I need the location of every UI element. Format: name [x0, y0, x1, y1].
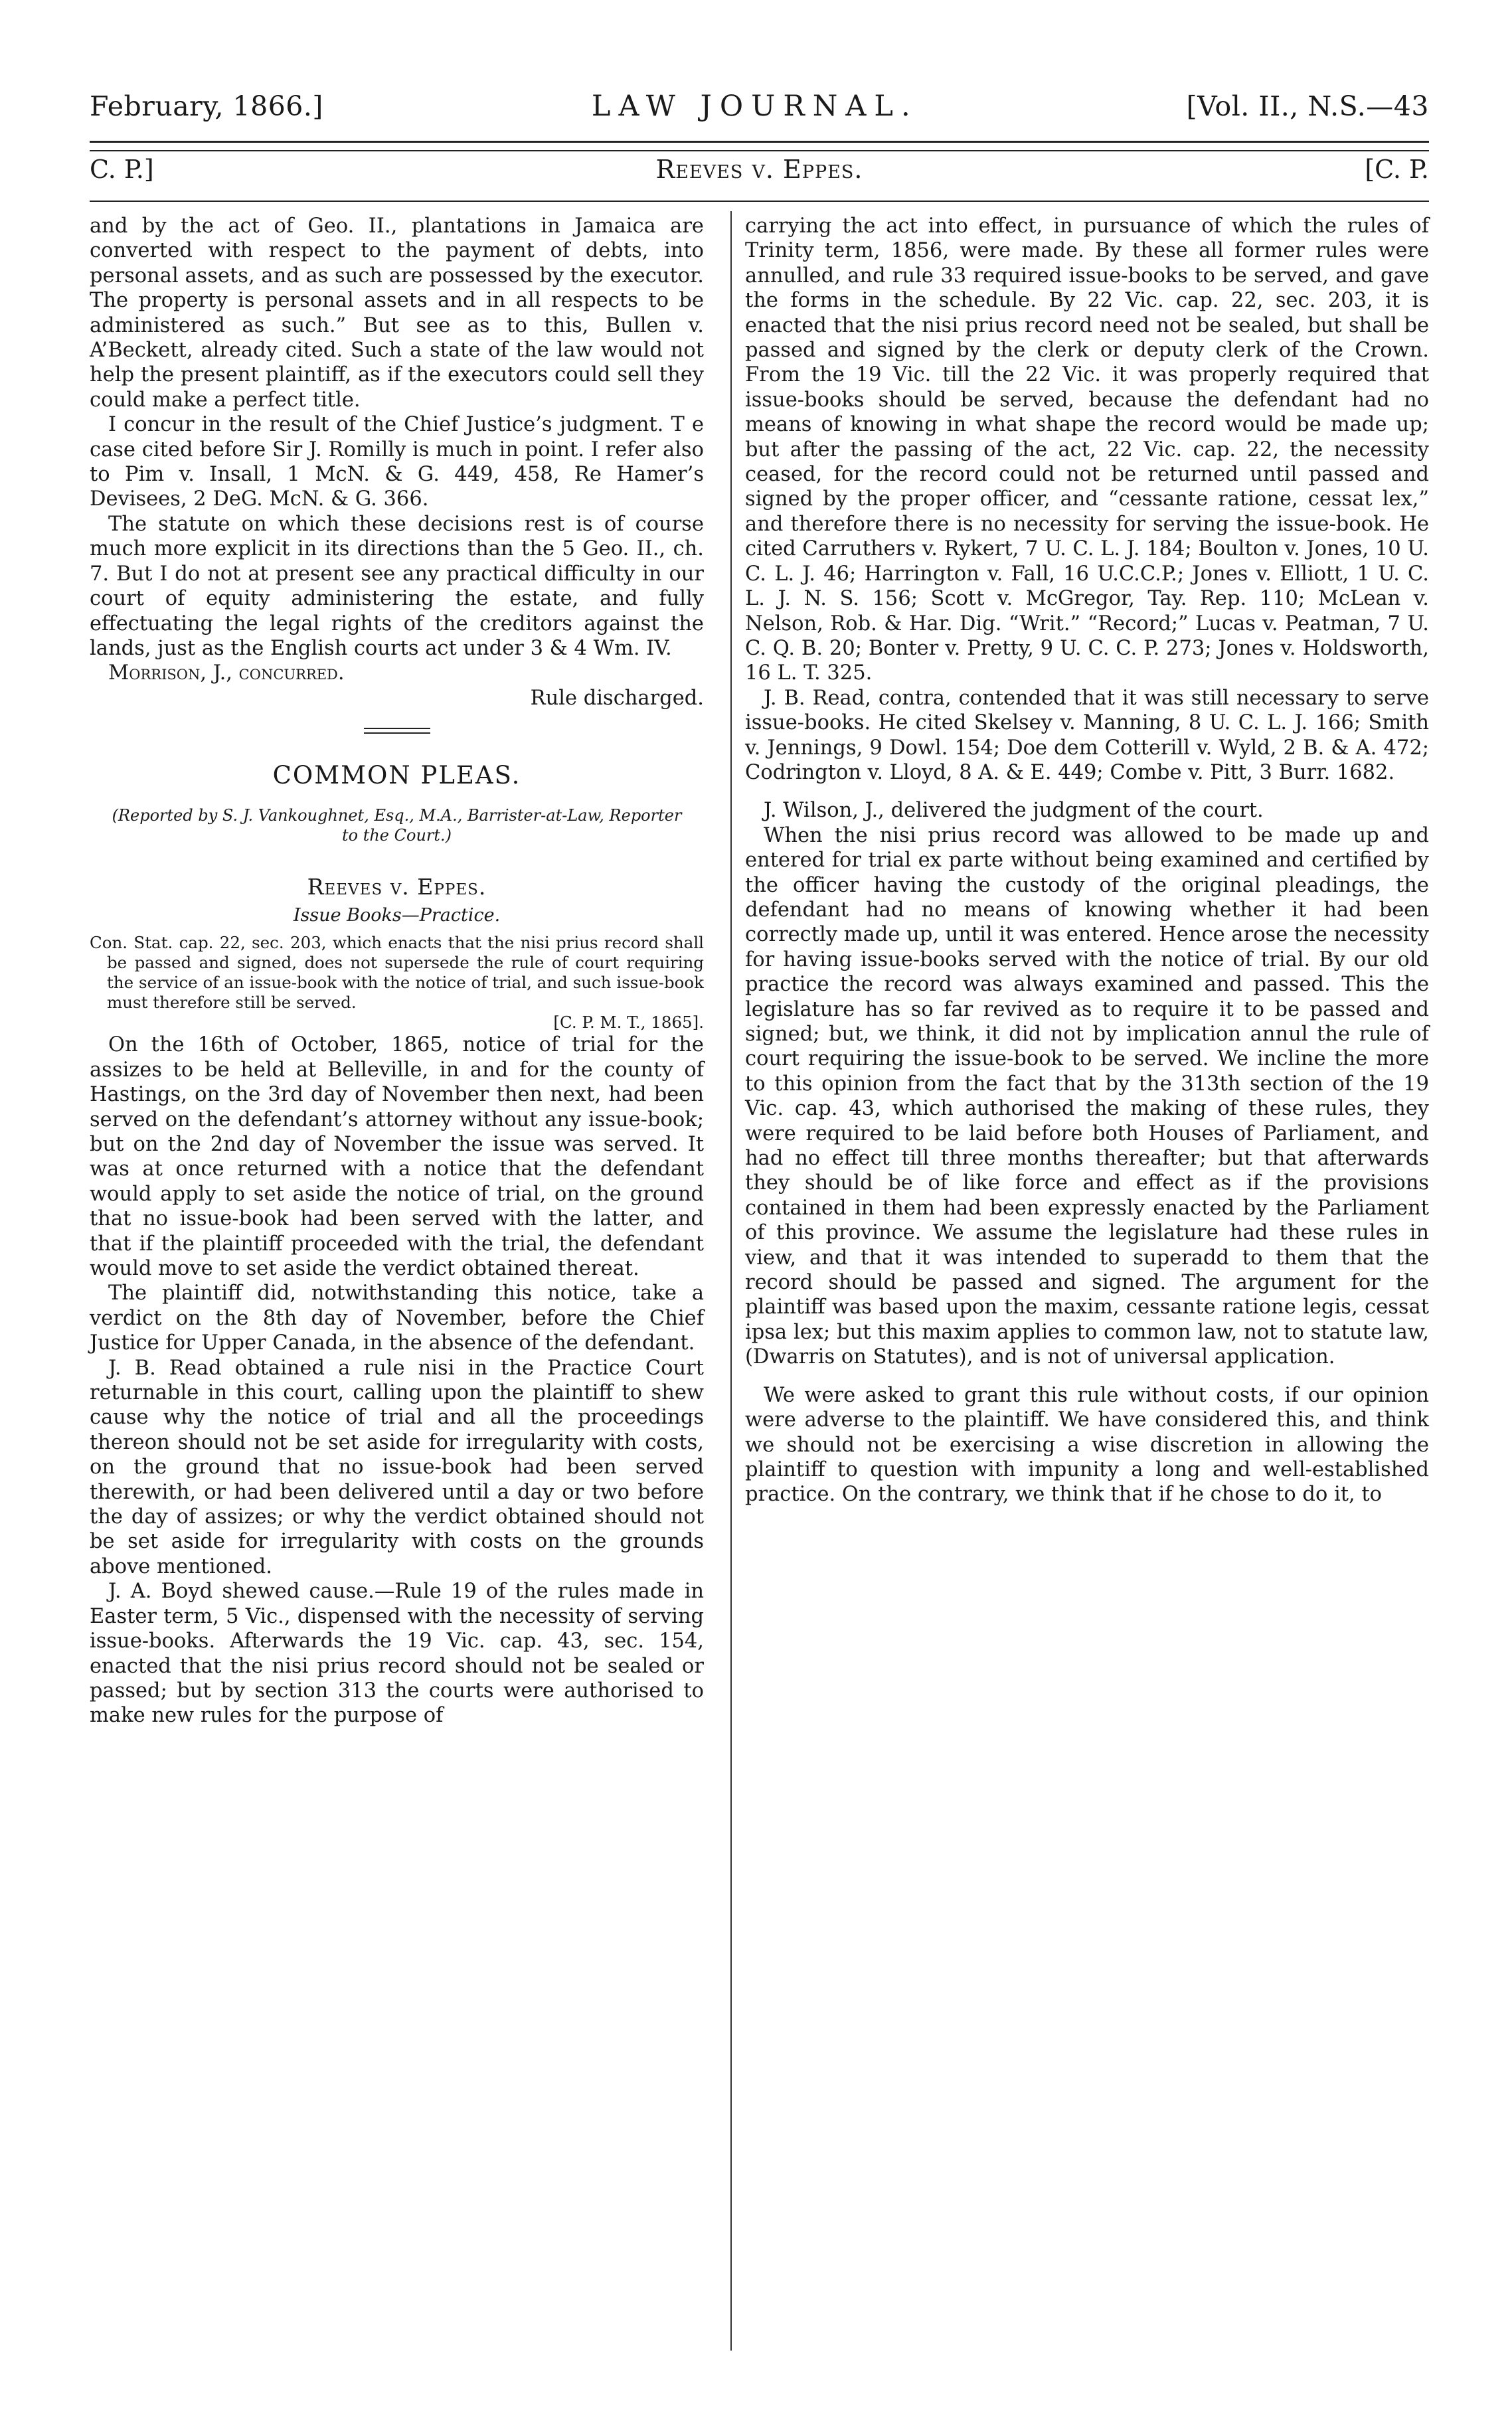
- column-divider: [730, 211, 732, 2351]
- running-header: [90, 90, 1429, 136]
- paragraph: carrying the act into effect, in pursuance of which the rules of Trinity term, 1856, were made. By these all former rules were annulled, and rule 33 required issue-books to be served, and gave the forms in the schedule. By 22 Vic. cap. 22, sec. 203, it is enacted that the nisi prius record need not be sealed, but shall be passed and signed by the clerk or deputy clerk of the Crown. From the 19 Vic. till the 22 Vic. it was properly required that issue-books should be served, because the defendant had no means of knowing in what shape the record would be made up; but after the passing of the act, 22 Vic. cap. 22, the necessity ceased, for the record could not be returned until passed and signed by the proper officer, and “cessante ratione, cessat lex,” and therefore there is no necessity for serving the issue-book. He cited Carruthers v. Rykert, 7 U. C. L. J. 184; Boulton v. Jones, 10 U. C. L. J. 46; Harrington v. Fall, 16 U.C.C.P.; Jones v. Elliott, 1 U. C. L. J. N. S. 156; Scott v. McGregor, Tay. Rep. 110; McLean v. Nelson, Rob. & Har. Dig. “Writ.” “Record;” Lucas v. Peatman, 7 U. C. Q. B. 20; Bonter v. Pretty, 9 U. C. C. P. 273; Jones v. Holdsworth, 16 L. T. 325.: [745, 214, 1429, 685]
- left-column: [90, 214, 704, 1728]
- rule-result: Rule discharged.: [530, 686, 704, 710]
- concurrence: Morrison, J., concurred.: [108, 661, 345, 685]
- judgment-intro: J. Wilson, J., delivered the judgment of the court.: [764, 799, 1264, 823]
- paragraph: The plaintiff did, notwithstanding this notice, take a verdict on the 8th day of November, before the Chief Justice for Upper Canada, in the absence of the defendant.: [90, 1282, 704, 1355]
- court-left: C. P.]: [90, 155, 154, 184]
- headnote: [90, 933, 704, 1033]
- court-right: [C. P.: [1365, 155, 1429, 184]
- header-date: February, 1866.]: [90, 90, 323, 122]
- paragraph: When the nisi prius record was allowed to be made up and entered for trial ex parte without being examined and certified by the officer having the custody of the original pleadings, the defendant had no means of knowing whether it had been correctly made up, until it was entered. Hence arose the necessity for having issue-books served with the notice of trial. By our old practice the record was always examined and passed. This the legislature has so far revived as to require it to be passed and signed; but, we think, it did not by implication annul the rule of court requiring the issue-book to be served. We incline the more to this opinion from the fact that by the 313th section of the 19 Vic. cap. 43, which authorised the making of these rules, they were required to be laid before both Houses of Parliament, and had no effect till three months thereafter; but that afterwards they should be of like force and effect as if the provisions contained in them had been expressly enacted by the Parliament of this province. We assume the legislature had these rules in view, and that it was intended to superadd to them that the record should be passed and signed. The argument for the plaintiff was based upon the maxim, cessante ratione legis, cessat ipsa lex; but this maxim applies to common law, not to statute law, (Dwarris on Statutes), and is not of universal application.: [745, 823, 1429, 1369]
- paragraph: J. B. Read obtained a rule nisi in the Practice Court returnable in this court, calling upon the plaintiff to shew cause why the notice of trial and all the proceedings thereon should not be set aside for irregularity with costs, on the ground that no issue-book had been served therewith, or had been delivered until a day or two before the day of assizes; or why the verdict obtained should not be set aside for irregularity with costs on the grounds above mentioned.: [90, 1356, 704, 1578]
- paragraph: and by the act of Geo. II., plantations in Jamaica are converted with respect to the payment of debts, into personal assets, and as such are possessed by the executor. The property is personal assets and in all respects to be administered as such.” But see as to this, Bullen v. A’Beckett, already cited. Such a state of the law would not help the present plaintiff, as if the executors could sell they could make a perfect title.: [90, 214, 704, 412]
- section-separator: [364, 728, 430, 734]
- headnote-citation: [C. P. M. T., 1865].: [553, 1013, 704, 1033]
- header-double-rule: [90, 141, 1429, 151]
- case-name-header: Reeves v. Eppes.: [655, 155, 863, 184]
- paragraph: I concur in the result of the Chief Justice’s judgment. T e case cited before Sir J. Romilly is much in point. I refer also to Pim v. Insall, 1 McN. & G. 449, 458, Re Hamer’s Devisees, 2 DeG. McN. & G. 366.: [90, 413, 704, 511]
- paragraph: We were asked to grant this rule without costs, if our opinion were adverse to the plaintiff. We have considered this, and think we should not be exercising a wise discretion in allowing the plaintiff to question with impunity a long and well-established practice. On the contrary, we think that if he chose to do it, to: [745, 1383, 1429, 1507]
- paragraph: J. B. Read, contra, contended that it was still necessary to serve issue-books. He cited Skelsey v. Manning, 8 U. C. L. J. 166; Smith v. Jennings, 9 Dowl. 154; Doe dem Cotterill v. Wyld, 2 B. & A. 472; Codrington v. Lloyd, 8 A. & E. 449; Combe v. Pitt, 3 Burr. 1682.: [745, 686, 1429, 784]
- journal-title: LAW JOURNAL.: [591, 90, 918, 123]
- right-column: [745, 214, 1429, 1507]
- reporter-note: (Reported by S. J. Vankoughnet, Esq., M.A., Barrister-at-Law, Reporter to the Court.): [112, 805, 682, 845]
- headnote-text: Con. Stat. cap. 22, sec. 203, which enacts that the nisi prius record shall be passed and signed, does not supersede the rule of court requiring the service of an issue-book with the notice of trial, and such issue-book must therefore still be served.: [90, 933, 704, 1013]
- header-volume: [Vol. II., N.S.—43: [1186, 90, 1429, 122]
- case-title: Reeves v. Eppes.: [307, 873, 487, 900]
- header-rule: [90, 201, 1429, 202]
- case-header: [90, 155, 1429, 195]
- paragraph: On the 16th of October, 1865, notice of trial for the assizes to be held at Belleville, in and for the county of Hastings, on the 3rd day of November then next, had been served on the defendant’s attorney without any issue-book; but on the 2nd day of November the issue was served. It was at once returned with a notice that the defendant would apply to set aside the notice of trial, on the ground that no issue-book had been served with the latter, and that if the plaintiff proceeded with the trial, the defendant would move to set aside the verdict obtained thereat.: [90, 1033, 704, 1280]
- case-subtitle: Issue Books—Practice.: [293, 904, 501, 926]
- paragraph: J. A. Boyd shewed cause.—Rule 19 of the rules made in Easter term, 5 Vic., dispensed with the necessity of serving issue-books. Afterwards the 19 Vic. cap. 43, sec. 154, enacted that the nisi prius record should not be sealed or passed; but by section 313 the courts were authorised to make new rules for the purpose of: [90, 1580, 704, 1728]
- paragraph: The statute on which these decisions rest is of course much more explicit in its directions than the 5 Geo. II., ch. 7. But I do not at present see any practical difficulty in our court of equity administering the estate, and fully effectuating the legal rights of the creditors against the lands, just as the English courts act under 3 & 4 Wm. IV.: [90, 512, 704, 660]
- section-title: COMMON PLEAS.: [272, 761, 521, 790]
